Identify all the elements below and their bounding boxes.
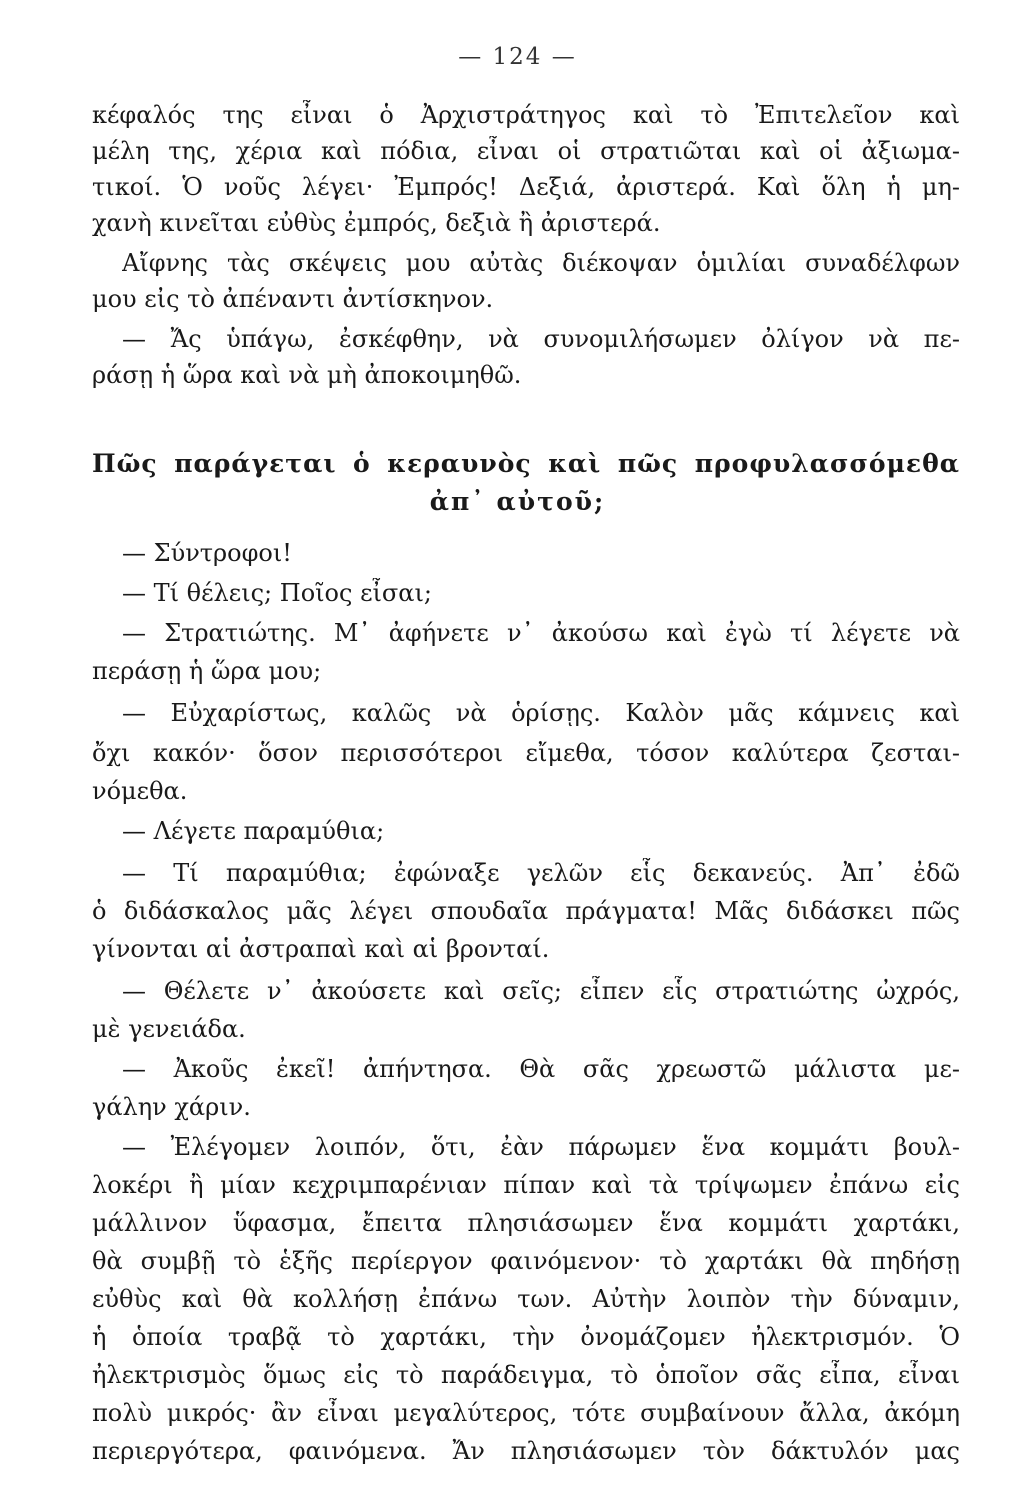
text-line: περάσῃ ἡ ὥρα μου; [92,657,322,685]
text-line: μέλη της, χέρια καὶ πόδια, εἶναι οἱ στρατιῶται καὶ οἱ ἀξιωμα- [92,137,960,165]
text-line: λοκέρι ἢ μίαν κεχριμπαρένιαν πίπαν καὶ τὰ τρίψωμεν ἐπάνω εἰς [92,1171,960,1199]
text-line: — Εὐχαρίστως, καλῶς νὰ ὁρίσῃς. Καλὸν μᾶς κάμνεις καὶ [122,699,960,727]
text-line: γίνονται αἱ ἀστραπαὶ καὶ αἱ βρονταί. [92,935,550,963]
text-line: — Στρατιώτης. Μ᾽ ἀφήνετε ν᾽ ἀκούσω καὶ ἐγὼ τί λέγετε νὰ [122,619,960,647]
text-line: νόμεθα. [92,777,188,805]
text-line: Αἴφνης τὰς σκέψεις μου αὐτὰς διέκοψαν ὁμιλίαι συναδέλφων [122,249,960,277]
text-line: — Ἀκοῦς ἐκεῖ! ἀπήντησα. Θὰ σᾶς χρεωστῶ μάλιστα με- [122,1055,960,1083]
text-line: εὐθὺς καὶ θὰ κολλήσῃ ἐπάνω των. Αὐτὴν λοιπὸν τὴν δύναμιν, [92,1285,960,1313]
text-line: — Τί παραμύθια; ἐφώναξε γελῶν εἷς δεκανεύς. Ἀπ᾽ ἐδῶ [122,859,960,887]
text-line: χανὴ κινεῖται εὐθὺς ἐμπρός, δεξιὰ ἢ ἀριστερά. [92,209,661,237]
text-line: τικοί. Ὁ νοῦς λέγει· Ἐμπρός! Δεξιά, ἀριστερά. Καὶ ὅλη ἡ μη- [92,173,960,201]
text-line: ὁ διδάσκαλος μᾶς λέγει σπουδαῖα πράγματα! Μᾶς διδάσκει πῶς [92,897,960,925]
text-line: — Τί θέλεις; Ποῖος εἶσαι; [122,579,433,607]
text-line: περιεργότερα, φαινόμενα. Ἄν πλησιάσωμεν τὸν δάκτυλόν μας [92,1437,960,1465]
section-heading-continued: ἀπ᾽ αὐτοῦ; [429,487,606,516]
page-number: — 124 — [458,44,577,70]
text-line: ὄχι κακόν· ὅσον περισσότεροι εἴμεθα, τόσον καλύτερα ζεσται- [92,739,960,767]
text-line: — Ἐλέγομεν λοιπόν, ὅτι, ἐὰν πάρωμεν ἕνα κομμάτι βουλ- [122,1133,960,1161]
text-line: πολὺ μικρός· ἂν εἶναι μεγαλύτερος, τότε συμβαίνουν ἄλλα, ἀκόμη [92,1399,960,1427]
text-line: — Ἄς ὑπάγω, ἐσκέφθην, νὰ συνομιλήσωμεν ὀλίγον νὰ πε- [122,325,960,353]
text-line: γάλην χάριν. [92,1093,251,1121]
text-line: μου εἰς τὸ ἀπέναντι ἀντίσκηνον. [92,285,494,313]
text-line: μάλλινον ὕφασμα, ἔπειτα πλησιάσωμεν ἕνα κομμάτι χαρτάκι, [92,1209,960,1237]
text-line: ἠλεκτρισμὸς ὅμως εἰς τὸ παράδειγμα, τὸ ὁποῖον σᾶς εἶπα, εἶναι [92,1361,960,1389]
text-line: ράσῃ ἡ ὥρα καὶ νὰ μὴ ἀποκοιμηθῶ. [92,361,522,389]
text-line: — Λέγετε παραμύθια; [122,817,385,845]
text-line: μὲ γενειάδα. [92,1015,246,1043]
section-heading: Πῶς παράγεται ὁ κεραυνὸς καὶ πῶς προφυλασσόμεθα [92,449,960,478]
text-line: κέφαλός της εἶναι ὁ Ἀρχιστράτηγος καὶ τὸ Ἐπιτελεῖον καὶ [92,101,960,129]
text-line: θὰ συμβῇ τὸ ἑξῆς περίεργον φαινόμενον· τὸ χαρτάκι θὰ πηδήσῃ [92,1247,960,1275]
text-line: — Θέλετε ν᾽ ἀκούσετε καὶ σεῖς; εἶπεν εἷς στρατιώτης ὠχρός, [122,977,960,1005]
text-line: ἡ ὁποία τραβᾷ τὸ χαρτάκι, τὴν ὀνομάζομεν ἠλεκτρισμόν. Ὁ [92,1323,960,1351]
text-line: — Σύντροφοι! [122,539,292,567]
